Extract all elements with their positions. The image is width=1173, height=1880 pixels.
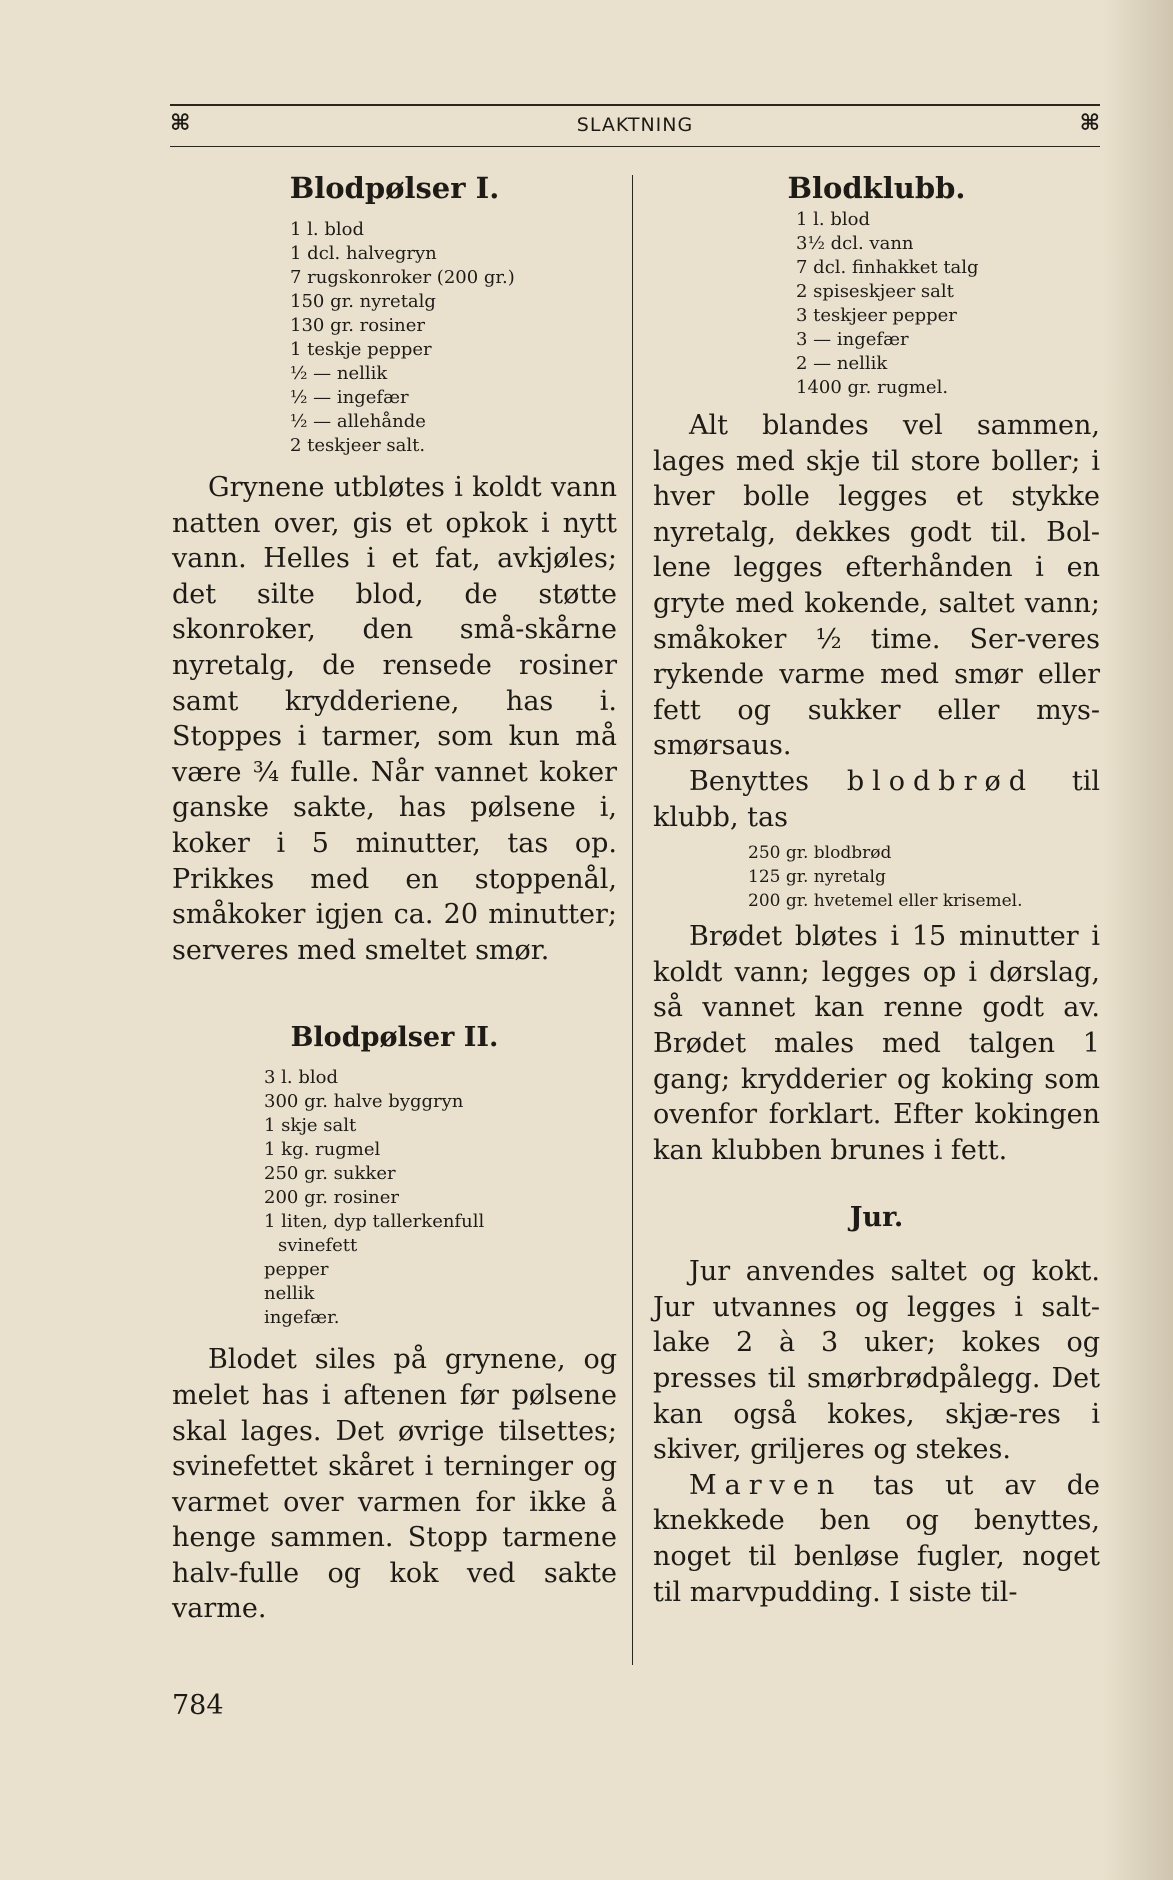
recipe-title-jur: Jur. bbox=[849, 1202, 904, 1234]
ingredient-item: 1 liten, dyp tallerkenfull bbox=[264, 1211, 485, 1233]
recipe-text-blodklubb: Alt blandes vel sammen, lages med skje til store boller; i hver bolle legges et stykke nyretalg, dekkes godt til. Bol-lene legges efterhånden i en gryte med kokende, saltet vann; småkoker ½ time. Ser-veres rykende varme med smør eller fett og sukker eller mys-smørsaus. bbox=[653, 410, 1100, 762]
ingredient-item: 7 dcl. finhakket talg bbox=[796, 257, 979, 278]
column-divider bbox=[632, 175, 633, 1665]
ingredient-item: 130 gr. rosiner bbox=[290, 315, 425, 336]
text-fragment: til klubb, tas bbox=[653, 765, 1100, 833]
ingredient-item: 1 kg. rugmel bbox=[264, 1139, 381, 1161]
ingredient-item: 1 l. blod bbox=[796, 209, 871, 230]
emphasized-term: Marven bbox=[689, 1469, 843, 1501]
ingredient-item: ½ — ingefær bbox=[290, 387, 409, 408]
emphasized-term: blodbrød bbox=[846, 765, 1035, 797]
ingredient-list-blodbrod bbox=[748, 841, 1100, 913]
ingredient-item: 250 gr. blodbrød bbox=[748, 843, 892, 864]
recipe-title-blodpolser-2: Blodpølser II. bbox=[290, 1022, 499, 1054]
ingredient-list-blodpolser-1 bbox=[290, 218, 617, 458]
ingredient-item: 1 teskje pepper bbox=[290, 339, 432, 360]
recipe-text-blodpolser-2: Blodet siles på grynene, og melet has i aftenen før pølsene skal lages. Det øvrige tilsettes; svinefettet skåret i terninger og varmet over varmen for ikke å henge sammen. Stopp tarmene halv-fulle og kok ved sakte varme. bbox=[172, 1344, 617, 1625]
page-number: 784 bbox=[172, 1690, 224, 1721]
recipe-text-jur: Jur anvendes saltet og kokt. Jur utvannes og legges i salt-lake 2 à 3 uker; kokes og presses til smørbrødpålegg. Det kan også kokes, skjæ-res i skiver, griljeres og stekes. bbox=[653, 1256, 1100, 1466]
text-fragment: Benyttes bbox=[689, 765, 809, 797]
ornament-left-icon: ⌘ bbox=[170, 110, 191, 136]
right-column bbox=[653, 168, 1100, 1610]
recipe-text-brodet: Brødet bløtes i 15 minutter i koldt vann; legges op i dørslag, så vannet kan renne godt av. Brødet males med talgen 1 gang; krydderier og koking som ovenfor forklart. Efter kokingen kan klubben brunes i fett. bbox=[653, 921, 1100, 1166]
recipe-text-blodpolser-1: Grynene utbløtes i koldt vann natten over, gis et opkok i nytt vann. Helles i et fat, avkjøles; det silte blod, de støtte skonroker, den små-skårne nyretalg, de rensede rosiner samt krydderiene, has i. Stoppes i tarmer, som kun må være ¾ fulle. Når vannet koker ganske sakte, has pølsene i, koker i 5 minutter, tas op. Prikkes med en stoppenål, småkoker igjen ca. 20 minutter; serveres med smeltet smør. bbox=[172, 472, 617, 966]
ingredient-item: 1400 gr. rugmel. bbox=[796, 377, 949, 398]
ingredient-item: 250 gr. sukker bbox=[264, 1163, 396, 1185]
ingredient-item: 3 teskjeer pepper bbox=[796, 305, 957, 326]
ingredient-item: ½ — allehånde bbox=[290, 411, 426, 432]
recipe-text-marven bbox=[653, 1468, 1100, 1610]
ingredient-item: 300 gr. halve byggryn bbox=[264, 1091, 464, 1113]
running-head bbox=[170, 104, 1100, 147]
ingredient-item: 1 l. blod bbox=[290, 219, 365, 240]
ingredient-item: 1 skje salt bbox=[264, 1115, 357, 1137]
ingredient-item: 2 — nellik bbox=[796, 353, 888, 374]
ingredient-item: 3½ dcl. vann bbox=[796, 233, 914, 254]
ingredient-item: 125 gr. nyretalg bbox=[748, 867, 886, 888]
running-head-title: SLAKTNING bbox=[576, 114, 694, 136]
ingredient-item: ½ — nellik bbox=[290, 363, 388, 384]
ingredient-list-blodpolser-2 bbox=[264, 1066, 617, 1330]
ornament-right-icon: ⌘ bbox=[1079, 110, 1100, 136]
recipe-title-blodpolser-1: Blodpølser I. bbox=[289, 171, 500, 205]
ingredient-item: 2 spiseskjeer salt bbox=[796, 281, 954, 302]
left-column bbox=[172, 168, 617, 1627]
ingredient-item: ingefær. bbox=[264, 1307, 340, 1329]
ingredient-item: 1 dcl. halvegryn bbox=[290, 243, 437, 264]
ingredient-item: 200 gr. rosiner bbox=[264, 1187, 399, 1209]
ingredient-item: nellik bbox=[264, 1283, 315, 1305]
ingredient-item: 7 rugskonroker (200 gr.) bbox=[290, 267, 515, 288]
ingredient-item: pepper bbox=[264, 1259, 329, 1281]
ingredient-item: 200 gr. hvetemel eller krisemel. bbox=[748, 891, 1023, 912]
ingredient-item: 2 teskjeer salt. bbox=[290, 435, 426, 456]
ingredient-item: 150 gr. nyretalg bbox=[290, 291, 436, 312]
ingredient-item: 3 — ingefær bbox=[796, 329, 909, 350]
recipe-title-blodklubb: Blodklubb. bbox=[787, 171, 966, 205]
ingredient-list-blodklubb bbox=[796, 208, 1100, 400]
page-edge-shadow bbox=[1103, 0, 1173, 1880]
text-fragment: tas ut av de knekkede ben og benyttes, noget til benløse fugler, noget til marvpudding. I siste til- bbox=[653, 1469, 1100, 1608]
ingredient-item: 3 l. blod bbox=[264, 1067, 339, 1089]
recipe-text-blodbrod bbox=[653, 764, 1100, 835]
ingredient-item: svinefett bbox=[278, 1235, 358, 1257]
